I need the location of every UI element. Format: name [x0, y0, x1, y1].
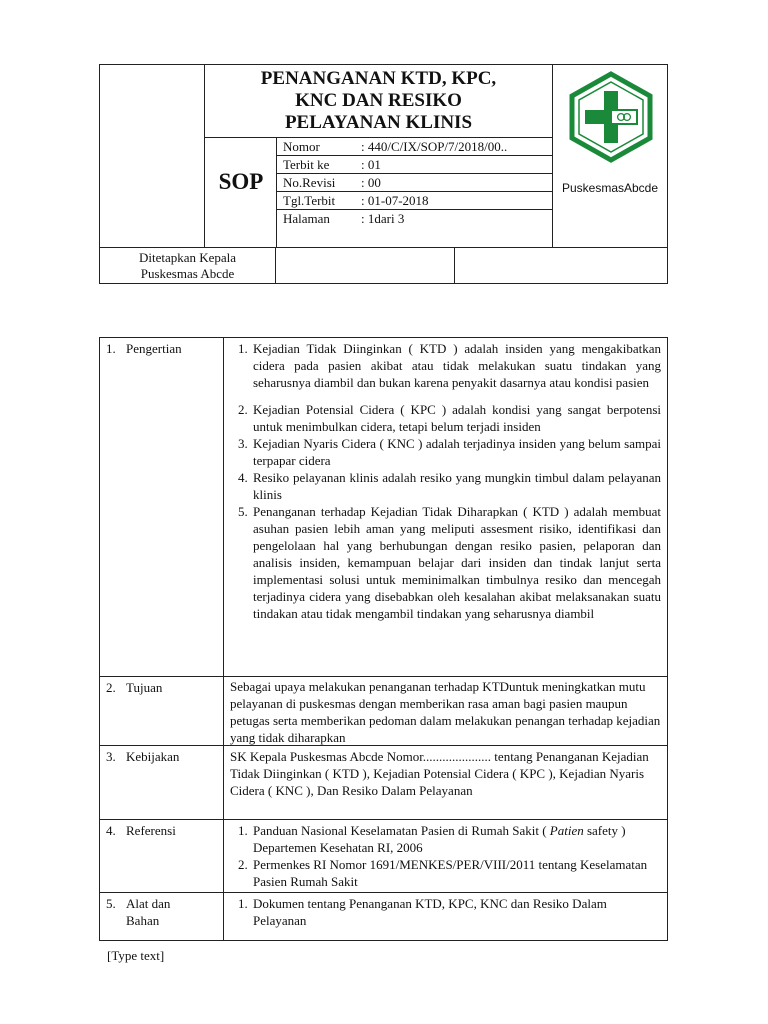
meta-key: No.Revisi [283, 175, 336, 190]
ref1-post: safety ) Departemen Kesehatan RI, 2006 [253, 823, 626, 855]
content-cell-pengertian [223, 337, 668, 677]
meta-row-terbit [276, 155, 553, 174]
meta-key: Halaman [283, 211, 330, 226]
meta-value: : 440/C/IX/SOP/7/2018/00.. [361, 139, 508, 154]
meta-key: Nomor [283, 139, 320, 154]
ditetapkan-line-1: Ditetapkan Kepala [138, 250, 237, 265]
label-cell-kebijakan [99, 745, 224, 820]
row-number: 2. [106, 680, 116, 695]
row-label: Referensi [126, 823, 176, 838]
content-cell-kebijakan: SK Kepala Puskesmas Abcde Nomor..................... tentang Penanganan Kejadian Tidak Diinginkan ( KTD ), Kejadian Potensial Cidera ( KPC ), Kejadian Nyaris Cidera ( KNC ), Dan Resiko Dalam Pelayanan [223, 745, 668, 820]
row-number: 3. [106, 749, 116, 764]
signature-cell [275, 247, 455, 284]
content-cell-alat [223, 892, 668, 941]
row-label: Pengertian [126, 341, 182, 356]
list-item: 5. Penanganan terhadap Kejadian Tidak Diharapkan ( KTD ) adalah membuat asuhan pasien lebih aman yang meliputi assesment risiko, identifikasi dan pengelolaan hal yang berhubungan dengan resiko pasien, pelaporan dan analisis insiden, kemampuan belajar dari insiden dan tindak lanjut serta implementasi solusi untuk meminimalkan timbulnya resiko dan mencegah terjadinya cidera yang disebabkan oleh kesalahan akibat melaksanakan suatu tindakan atau tidak mengambil tindakan yang seharusnya diambil [251, 503, 661, 622]
meta-value: : 01-07-2018 [361, 193, 429, 208]
list-item: 1. Dokumen tentang Penanganan KTD, KPC, KNC dan Resiko Dalam Pelayanan [251, 895, 661, 929]
logo-cell [552, 64, 668, 248]
content-cell-referensi [223, 819, 668, 893]
stamp-cell [454, 247, 668, 284]
ditetapkan-cell [99, 247, 276, 284]
title-line-3: PELAYANAN KLINIS [284, 112, 473, 133]
list-item: 4. Resiko pelayanan klinis adalah resiko yang mungkin timbul dalam pelayanan klinis [251, 469, 661, 503]
row-number: 4. [106, 823, 116, 838]
ditetapkan-line-2: Puskesmas Abcde [140, 266, 235, 281]
footer-type-text: [Type text] [107, 948, 165, 963]
meta-row-revisi [276, 173, 553, 192]
list-item: 2. Permenkes RI Nomor 1691/MENKES/PER/VIII/2011 tentang Keselamatan Pasien Rumah Sakit [251, 856, 661, 890]
pengertian-list [227, 340, 661, 622]
list-item: 1. Kejadian Tidak Diinginkan ( KTD ) adalah insiden yang mengakibatkan cidera pada pasien akibat atau tidak melakukan suatu tindakan yang seharusnya diambil dan bukan karena penyakit dasarnya atau kondisi pasien [251, 340, 661, 391]
meta-row-halaman [276, 209, 553, 228]
meta-key: Tgl.Terbit [283, 193, 336, 208]
content-cell-tujuan: Sebagai upaya melakukan penanganan terhadap KTDuntuk meningkatkan mutu pelayanan di puskesmas dengan memberikan rasa aman bagi pasien maupun petugas serta memberikan pedoman dalam melakukan penangan terhadap kejadian yang tidak diharapkan [223, 676, 668, 746]
label-cell-alat [99, 892, 224, 941]
list-item: 2. Kejadian Potensial Cidera ( KPC ) adalah kondisi yang sangat berpotensi untuk menimbulkan cidera, tetapi belum terjadi insiden [251, 401, 661, 435]
referensi-list [227, 822, 661, 890]
alat-list [227, 895, 661, 929]
logo-caption: PuskesmasAbcde [561, 181, 659, 195]
list-item [251, 822, 661, 856]
sop-label: SOP [218, 169, 264, 194]
meta-value: : 01 [361, 157, 381, 172]
meta-value: : 00 [361, 175, 381, 190]
label-cell-referensi [99, 819, 224, 893]
puskesmas-logo-icon [568, 71, 654, 163]
row-label-line-2: Bahan [126, 913, 160, 928]
document-title [204, 64, 553, 138]
ref1-italic: Patien [549, 823, 584, 838]
row-label: Kebijakan [126, 749, 180, 764]
row-label-line-1: Alat dan [126, 896, 171, 911]
label-cell-tujuan [99, 676, 224, 746]
title-line-2: KNC DAN RESIKO [295, 90, 462, 111]
meta-row-nomor [276, 137, 553, 156]
row-number: 5. [106, 896, 116, 911]
title-line-1: PENANGANAN KTD, KPC, [260, 68, 497, 89]
list-item: 3. Kejadian Nyaris Cidera ( KNC ) adalah terjadinya insiden yang belum sampai terpapar cidera [251, 435, 661, 469]
ref1-pre: Panduan Nasional Keselamatan Pasien di Rumah Sakit ( [253, 823, 550, 838]
meta-key: Terbit ke [283, 157, 330, 172]
label-cell-pengertian [99, 337, 224, 677]
row-label: Tujuan [126, 680, 163, 695]
meta-row-tgl [276, 191, 553, 210]
header-left-cell [99, 64, 205, 248]
row-number: 1. [106, 341, 116, 356]
meta-value: : 1dari 3 [361, 211, 405, 226]
